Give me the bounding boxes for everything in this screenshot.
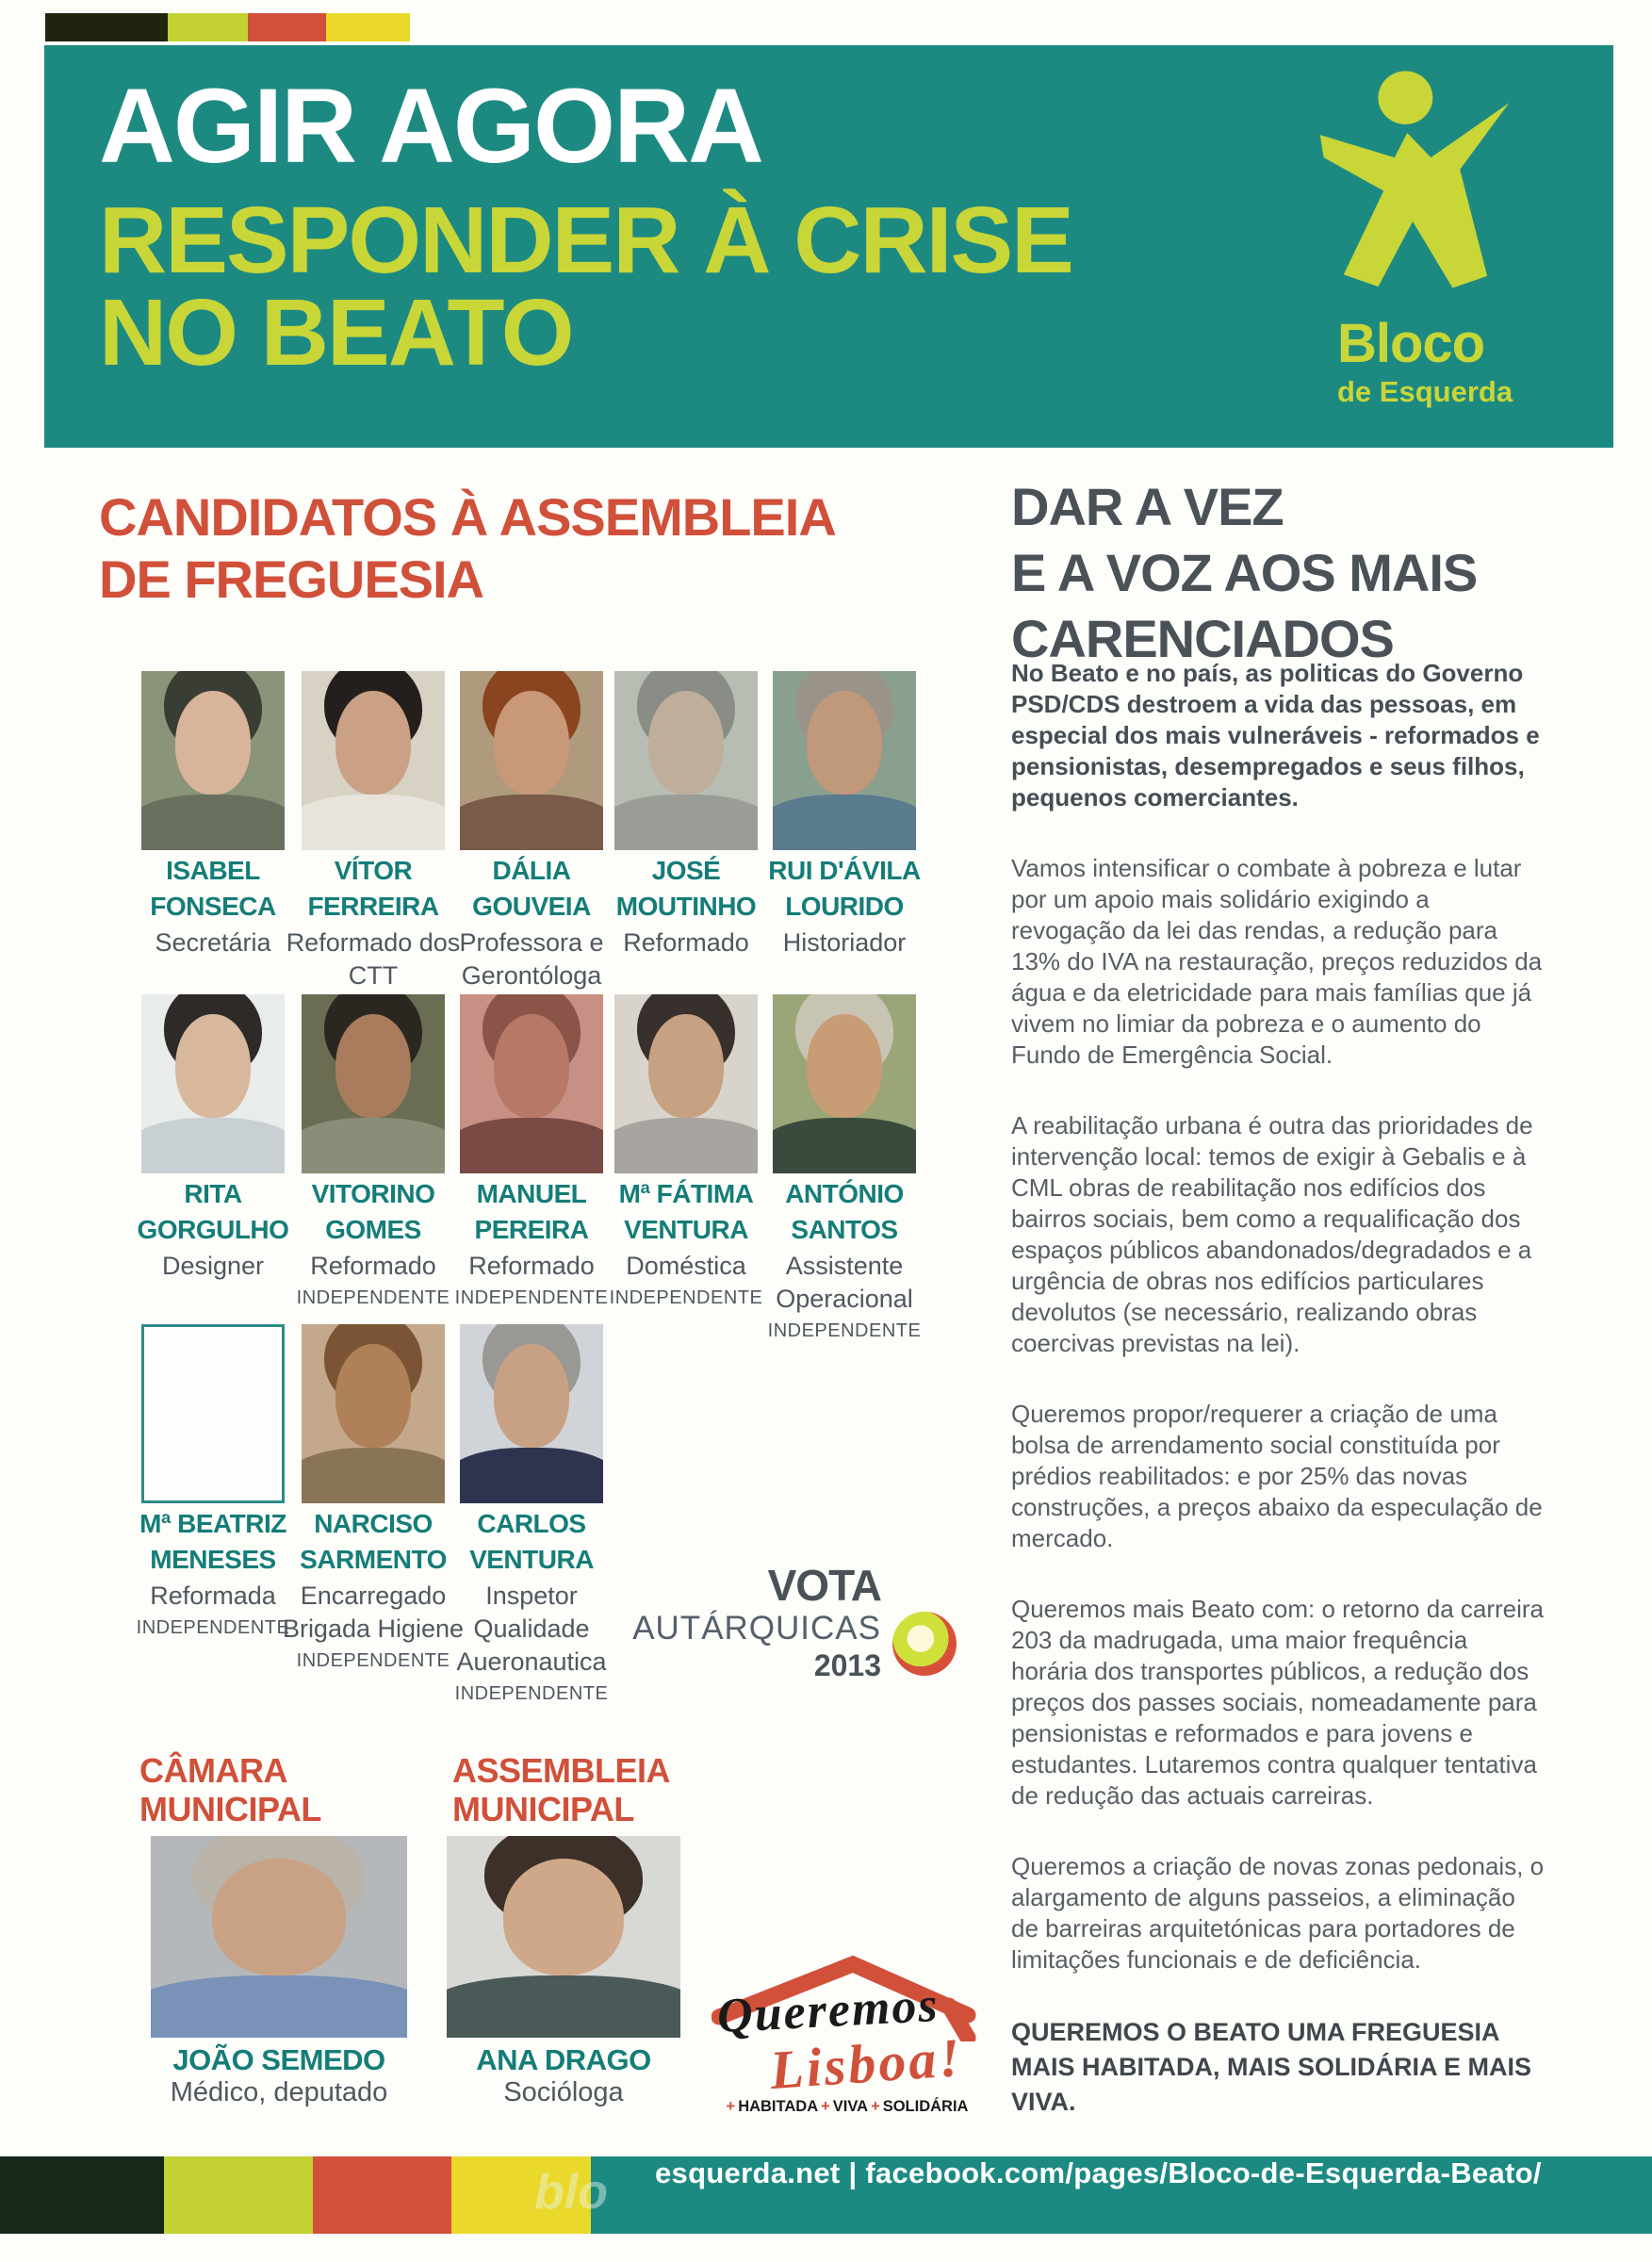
candidate-name-line: MOUTINHO: [615, 892, 757, 921]
shirt-shape: [460, 1118, 603, 1173]
independent-label: INDEPENDENTE: [296, 1287, 450, 1308]
candidate-photo: [302, 1324, 445, 1503]
candidate-role: Reformada: [150, 1582, 276, 1610]
shirt-shape: [302, 795, 445, 850]
candidate-role: Doméstica: [626, 1252, 746, 1280]
shirt-shape: [151, 1975, 407, 2038]
candidate-role: Inspetor Qualidade Aueronautica: [456, 1582, 607, 1676]
header-subtitle-line2: NO BEATO: [99, 280, 573, 385]
candidate-name-line: GORGULHO: [137, 1215, 289, 1244]
assembleia-candidate-role: Socióloga: [503, 2077, 624, 2107]
plus-icon: +: [871, 2098, 880, 2115]
camara-candidate-role: Médico, deputado: [170, 2077, 388, 2107]
candidate-name-line: CARLOS: [477, 1509, 586, 1538]
candidate-name-line: FONSECA: [150, 892, 276, 921]
candidate-name-line: GOMES: [325, 1215, 421, 1244]
manifesto-title-line3: CARENCIADOS: [1011, 609, 1394, 668]
manifesto-paragraph: A reabilitação urbana é outra das prioridades de intervenção local: temos de exigir à Gebalis e à CML obras de reabilitação nos edifícios dos bairros sociais, bem como a requalificação dos espaços públicos abandonados/degradados e a urgência de obras nos edifícios particulares devolutos (se necessário, realizando obras coercivas previstas na lei).: [1011, 1111, 1533, 1357]
tagline-word: SOLIDÁRIA: [882, 2098, 969, 2115]
vota-label: VOTA: [767, 1561, 881, 1610]
candidate-name-line: Mª FÁTIMA: [618, 1179, 754, 1208]
assembleia-title-line1: ASSEMBLEIA: [452, 1751, 671, 1790]
shirt-shape: [614, 1118, 758, 1173]
candidate-photo: [141, 671, 285, 850]
face-shape: [335, 1344, 410, 1448]
vota-autarquicas-logo: [632, 1560, 957, 1692]
shirt-shape: [447, 1975, 680, 2038]
candidate-name-line: LOURIDO: [785, 892, 904, 921]
candidate-name-line: NARCISO: [314, 1509, 433, 1538]
shirt-shape: [773, 795, 916, 850]
candidate-photo: [460, 1324, 603, 1503]
candidate-text: [121, 853, 305, 959]
candidate-role: Professora e Gerontóloga: [459, 928, 604, 990]
candidate-role: Secretária: [155, 928, 271, 957]
candidate-text: [752, 1176, 937, 1344]
face-shape: [175, 691, 250, 795]
candidate-photo: [151, 1836, 407, 2038]
independent-label: INDEPENDENTE: [609, 1287, 763, 1308]
queremos-script-text: Queremos: [715, 1977, 940, 2044]
candidate-photo: [302, 994, 445, 1173]
shirt-shape: [141, 1118, 285, 1173]
face-shape: [494, 691, 568, 795]
shirt-shape: [141, 795, 285, 850]
manifesto-paragraph: Queremos mais Beato com: o retorno da carreira 203 da madrugada, uma maior frequência horária dos transportes públicos, a redução dos preços dos passes sociais, nomeadamente para pensionistas e reformados e para jovens e estudantes. Lutaremos contra qualquer tentativa de redução das actuais carreiras.: [1011, 1595, 1545, 1810]
candidate-text: [594, 1176, 778, 1311]
top-color-bar: [45, 13, 410, 41]
candidate-role: Reformado: [310, 1252, 436, 1280]
candidate-role: Reformado dos CTT: [286, 928, 461, 990]
tagline-word: HABITADA: [738, 2098, 819, 2115]
candidate-name: [281, 853, 466, 925]
candidate-name: [121, 1506, 305, 1578]
queremos-lisboa-logo: [712, 1959, 980, 2138]
candidate-role: Encarregado Brigada Higiene: [282, 1582, 465, 1643]
plus-icon: +: [821, 2098, 830, 2115]
candidate-name-line: GOUVEIA: [472, 892, 591, 921]
freguesia-section-title: [99, 486, 836, 611]
candidate-text: [439, 1506, 624, 1707]
camara-candidate-name: JOÃO SEMEDO: [172, 2043, 385, 2076]
candidate-text: [121, 1176, 305, 1283]
candidate-text: [281, 1176, 466, 1311]
candidate-role: Assistente Operacional: [776, 1252, 913, 1313]
face-shape: [494, 1014, 568, 1118]
candidate-name-line: VÍTOR: [334, 856, 413, 885]
face-shape: [212, 1859, 345, 1975]
candidate-photo: [447, 1836, 680, 2038]
candidate-name-line: Mª BEATRIZ: [139, 1509, 286, 1538]
footer-block-dark-green: [0, 2156, 164, 2234]
manifesto-closing-statement: QUEREMOS O BEATO UMA FREGUESIA MAIS HABITADA, MAIS SOLIDÁRIA E MAIS VIVA.: [1011, 2018, 1531, 2116]
vota-year: 2013: [813, 1648, 881, 1682]
candidate-name-line: FERREIRA: [307, 892, 439, 921]
camara-title-line1: CÂMARA: [139, 1751, 287, 1790]
face-shape: [335, 1014, 410, 1118]
candidate-name-line: JOSÉ: [651, 856, 721, 885]
shirt-shape: [302, 1118, 445, 1173]
manifesto-body: [1011, 658, 1545, 2120]
independent-label: INDEPENDENTE: [136, 1617, 290, 1638]
face-shape: [175, 1014, 250, 1118]
candidate-name-line: ISABEL: [166, 856, 260, 885]
queremos-lisboa-tagline: [712, 2098, 980, 2116]
manifesto-paragraph: Queremos propor/requerer a criação de uma bolsa de arrendamento social constituída por prédios reabilitados: e por 25% das novas construções, a preços abaixo da especulação de mercado.: [1011, 1400, 1543, 1552]
candidate-photo: [773, 994, 916, 1173]
freguesia-title-line2: DE FREGUESIA: [99, 549, 484, 609]
lisboa-script-text: Lisboa!: [767, 2025, 965, 2102]
autarquicas-circle-icon: [892, 1612, 957, 1676]
color-block-black: [45, 13, 168, 41]
freguesia-title-line1: CANDIDATOS À ASSEMBLEIA: [99, 487, 836, 547]
shirt-shape: [460, 795, 603, 850]
candidate-name-line: PEREIRA: [474, 1215, 589, 1244]
candidate-text: [594, 853, 778, 959]
autarquicas-label: AUTÁRQUICAS: [632, 1610, 881, 1647]
candidate-name: [121, 1176, 305, 1248]
header-subtitle: [99, 188, 1072, 385]
candidate-role: Historiador: [782, 928, 907, 957]
assembleia-candidate-name: ANA DRAGO: [476, 2043, 651, 2076]
face-shape: [494, 1344, 568, 1448]
shirt-shape: [460, 1448, 603, 1503]
independent-label: INDEPENDENTE: [454, 1287, 609, 1308]
header-title: AGIR AGORA: [99, 67, 762, 185]
tagline-word: VIVA: [832, 2098, 869, 2115]
footer-links-text: esquerda.net | facebook.com/pages/Bloco-de-Esquerda-Beato/: [655, 2156, 1542, 2189]
color-block-yellow: [326, 13, 410, 41]
color-block-chartreuse: [168, 13, 248, 41]
independent-label: INDEPENDENTE: [454, 1683, 609, 1704]
footer-block-teal: [534, 2156, 1652, 2234]
candidate-text: [121, 1506, 305, 1641]
candidate-photo-placeholder: [141, 1324, 285, 1503]
face-shape: [807, 691, 881, 795]
candidate-name: [281, 1176, 466, 1248]
bloco-logo-name: Bloco: [1337, 313, 1485, 374]
shirt-shape: [302, 1448, 445, 1503]
header-banner: [44, 45, 1613, 448]
candidate-text: [281, 1506, 466, 1674]
color-block-red: [248, 13, 326, 41]
candidate-name: [439, 1506, 624, 1578]
manifesto-paragraph: No Beato e no país, as politicas do Governo PSD/CDS destroem a vida das pessoas, em especial dos mais vulneráveis - reformados e pensionistas, desempregados e seus filhos, pequenos comerciantes.: [1011, 659, 1540, 811]
candidate-name-line: RITA: [184, 1179, 242, 1208]
face-shape: [807, 1014, 881, 1118]
candidate-name-line: VENTURA: [469, 1545, 594, 1574]
candidate-name: [121, 853, 305, 925]
candidate-name: [594, 1176, 778, 1248]
assembleia-title-line2: MUNICIPAL: [452, 1790, 634, 1828]
candidate-name-line: VENTURA: [624, 1215, 748, 1244]
candidate-photo: [302, 671, 445, 850]
candidate-name-line: SANTOS: [791, 1215, 898, 1244]
manifesto-title-line2: E A VOZ AOS MAIS: [1011, 543, 1478, 602]
candidate-photo: [460, 994, 603, 1173]
camara-municipal-title: [139, 1751, 321, 1828]
candidate-name-line: SARMENTO: [300, 1545, 447, 1574]
manifesto-paragraph: Queremos a criação de novas zonas pedonais, o alargamento de alguns passeios, a eliminação de barreiras arquitetónicas para portadores de limitações funcionais e de deficiência.: [1011, 1852, 1545, 1974]
candidate-name: [281, 1506, 466, 1578]
face-shape: [648, 691, 723, 795]
candidate-name-line: ANTÓNIO: [785, 1179, 904, 1208]
manifesto-paragraph: Vamos intensificar o combate à pobreza e lutar por um apoio mais solidário exigindo a revogação da lei das rendas, a redução para 13% do IVA na restauração, preços reduzidos da água e da eletricidade para mais famílias que já vivem no limiar da pobreza e o aumento do Fundo de Emergência Social.: [1011, 854, 1543, 1069]
candidate-role: Reformado: [623, 928, 749, 957]
camara-title-line2: MUNICIPAL: [139, 1790, 321, 1828]
candidate-photo: [141, 994, 285, 1173]
header-subtitle-line1: RESPONDER À CRISE: [99, 188, 1072, 293]
candidate-text: [752, 853, 937, 959]
face-shape: [648, 1014, 723, 1118]
footer-block-red: [313, 2156, 451, 2234]
manifesto-title-line1: DAR A VEZ: [1011, 477, 1284, 536]
manifesto-title: [1011, 474, 1477, 672]
independent-label: INDEPENDENTE: [296, 1650, 450, 1671]
footer-block-chartreuse: [164, 2156, 313, 2234]
candidate-role: Reformado: [468, 1252, 595, 1280]
footer-bar: [0, 2156, 1652, 2234]
candidate-photo: [460, 671, 603, 850]
candidate-photo: [614, 671, 758, 850]
face-shape: [335, 691, 410, 795]
footer-watermark: blo: [534, 2165, 608, 2220]
candidate-role: Designer: [161, 1252, 265, 1280]
candidate-photo: [614, 994, 758, 1173]
shirt-shape: [614, 795, 758, 850]
candidate-name: [594, 853, 778, 925]
candidate-name-line: DÁLIA: [492, 856, 571, 885]
candidate-text: [281, 853, 466, 992]
plus-icon: +: [726, 2098, 736, 2115]
candidate-name-line: RUI D'ÁVILA: [768, 856, 921, 885]
candidate-name-line: MENESES: [150, 1545, 276, 1574]
candidate-name: [752, 853, 937, 925]
independent-label: INDEPENDENTE: [767, 1320, 922, 1341]
shirt-shape: [773, 1118, 916, 1173]
face-shape: [503, 1859, 625, 1975]
candidate-name-line: MANUEL: [476, 1179, 587, 1208]
candidate-name: [752, 1176, 937, 1248]
candidate-name-line: VITORINO: [311, 1179, 435, 1208]
candidate-photo: [773, 671, 916, 850]
bloco-logo-subname: de Esquerda: [1337, 375, 1513, 408]
assembleia-municipal-title: [452, 1751, 670, 1828]
bloco-star-icon: [1315, 70, 1514, 296]
